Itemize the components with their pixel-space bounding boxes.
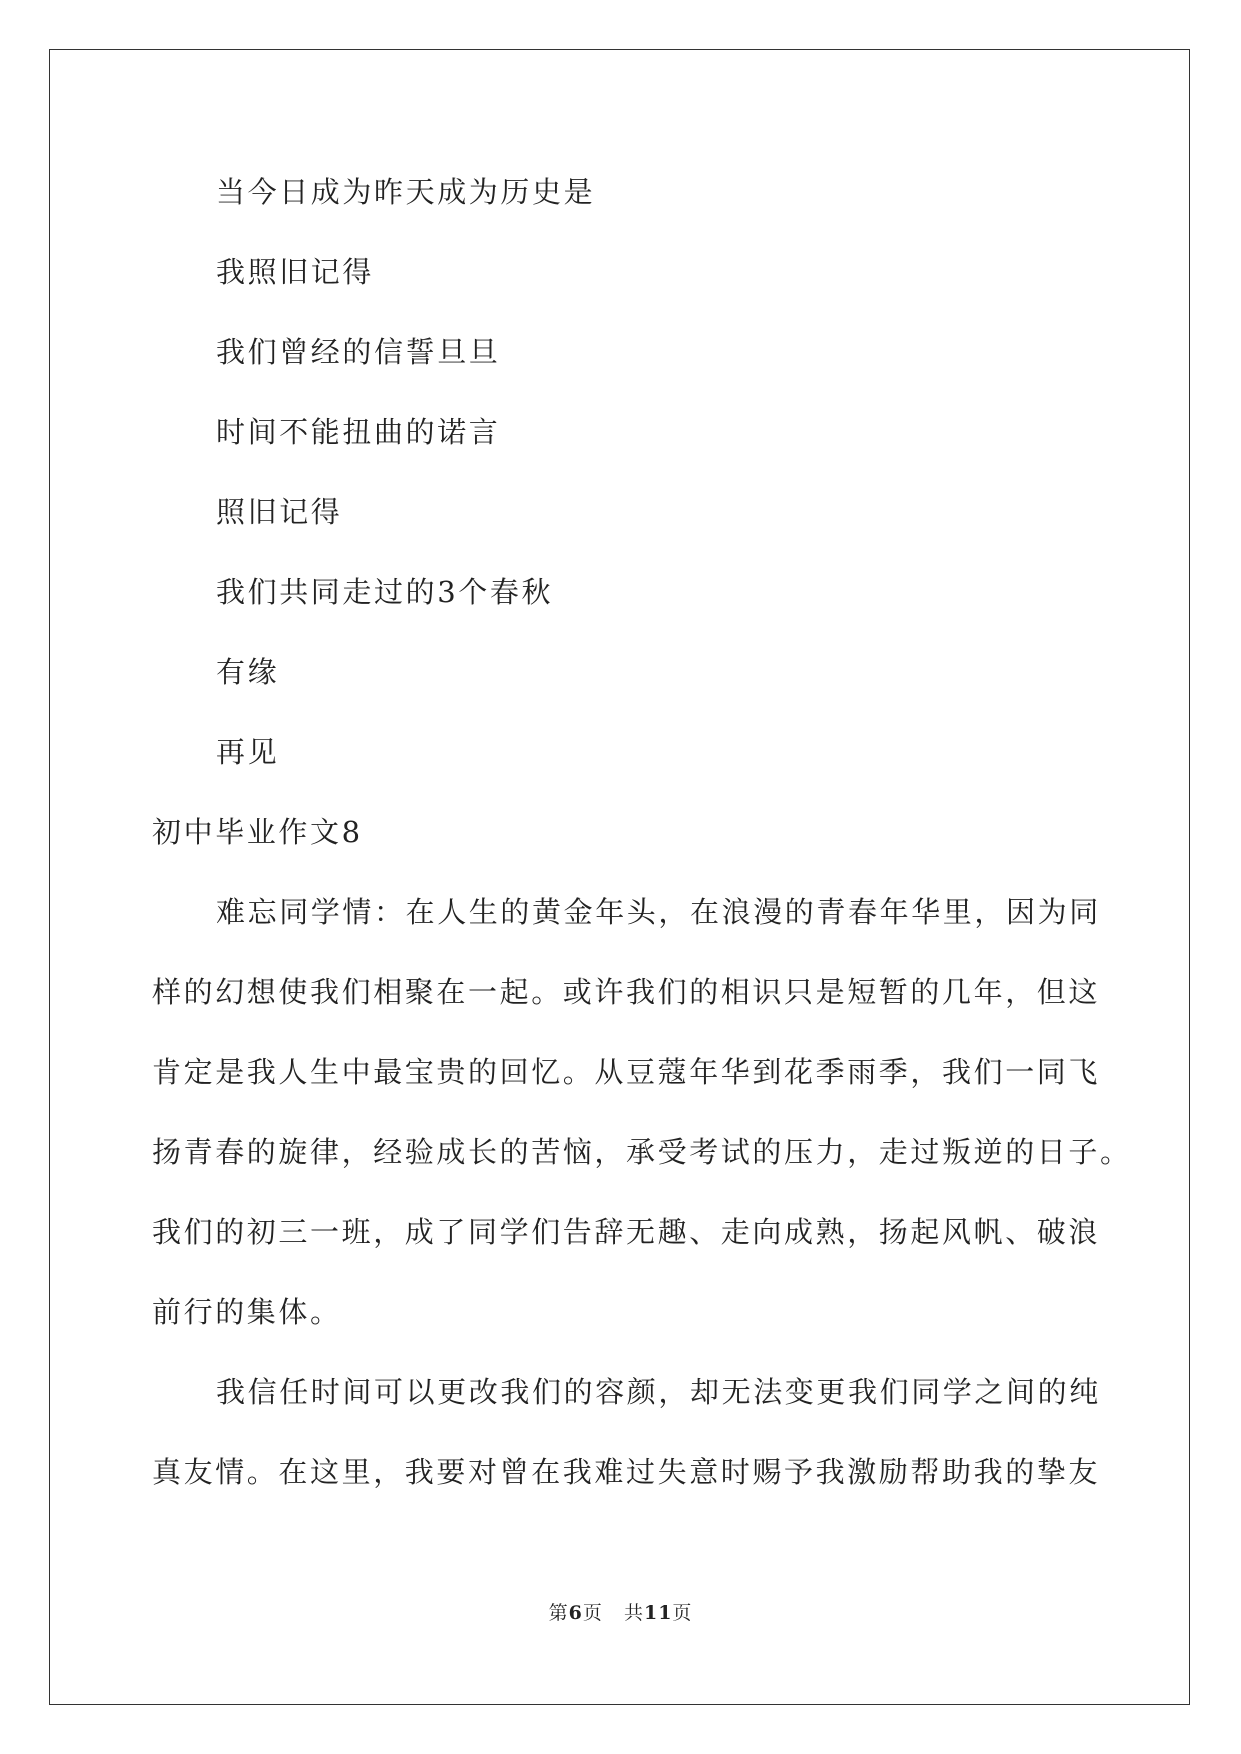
body-line: 我们的初三一班，成了同学们告辞无趣、走向成熟，扬起风帆、破浪 bbox=[152, 1215, 1101, 1249]
body-line: 我信任时间可以更改我们的容颜，却无法变更我们同学之间的纯 bbox=[216, 1375, 1101, 1409]
body-line: 扬青春的旋律，经验成长的苦恼，承受考试的压力，走过叛逆的日子。 bbox=[152, 1135, 1132, 1169]
page-current: 6 bbox=[568, 1602, 583, 1624]
section-title: 初中毕业作文8 bbox=[152, 815, 363, 849]
total-suffix: 页 bbox=[672, 1602, 693, 1624]
poem-line: 再见 bbox=[216, 735, 280, 769]
poem-line: 我照旧记得 bbox=[216, 255, 375, 289]
body-line: 肯定是我人生中最宝贵的回忆。从豆蔻年华到花季雨季，我们一同飞 bbox=[152, 1055, 1101, 1089]
poem-line: 有缘 bbox=[216, 655, 280, 689]
body-line: 真友情。在这里，我要对曾在我难过失意时赐予我激励帮助我的挚友 bbox=[152, 1455, 1101, 1489]
poem-line: 当今日成为昨天成为历史是 bbox=[216, 175, 596, 209]
page-prefix: 第 bbox=[548, 1602, 569, 1624]
body-line: 样的幻想使我们相聚在一起。或许我们的相识只是短暂的几年，但这 bbox=[152, 975, 1101, 1009]
page-footer bbox=[0, 1604, 1241, 1623]
body-line: 前行的集体。 bbox=[152, 1295, 342, 1329]
body-line: 难忘同学情：在人生的黄金年头，在浪漫的青春年华里，因为同 bbox=[216, 895, 1101, 929]
poem-line: 我们曾经的信誓旦旦 bbox=[216, 335, 501, 369]
poem-line: 我们共同走过的3个春秋 bbox=[216, 575, 554, 609]
page-suffix: 页 bbox=[582, 1602, 603, 1624]
poem-line: 照旧记得 bbox=[216, 495, 343, 529]
total-prefix: 共 bbox=[623, 1602, 644, 1624]
page-total: 11 bbox=[643, 1602, 673, 1624]
poem-line: 时间不能扭曲的诺言 bbox=[216, 415, 501, 449]
